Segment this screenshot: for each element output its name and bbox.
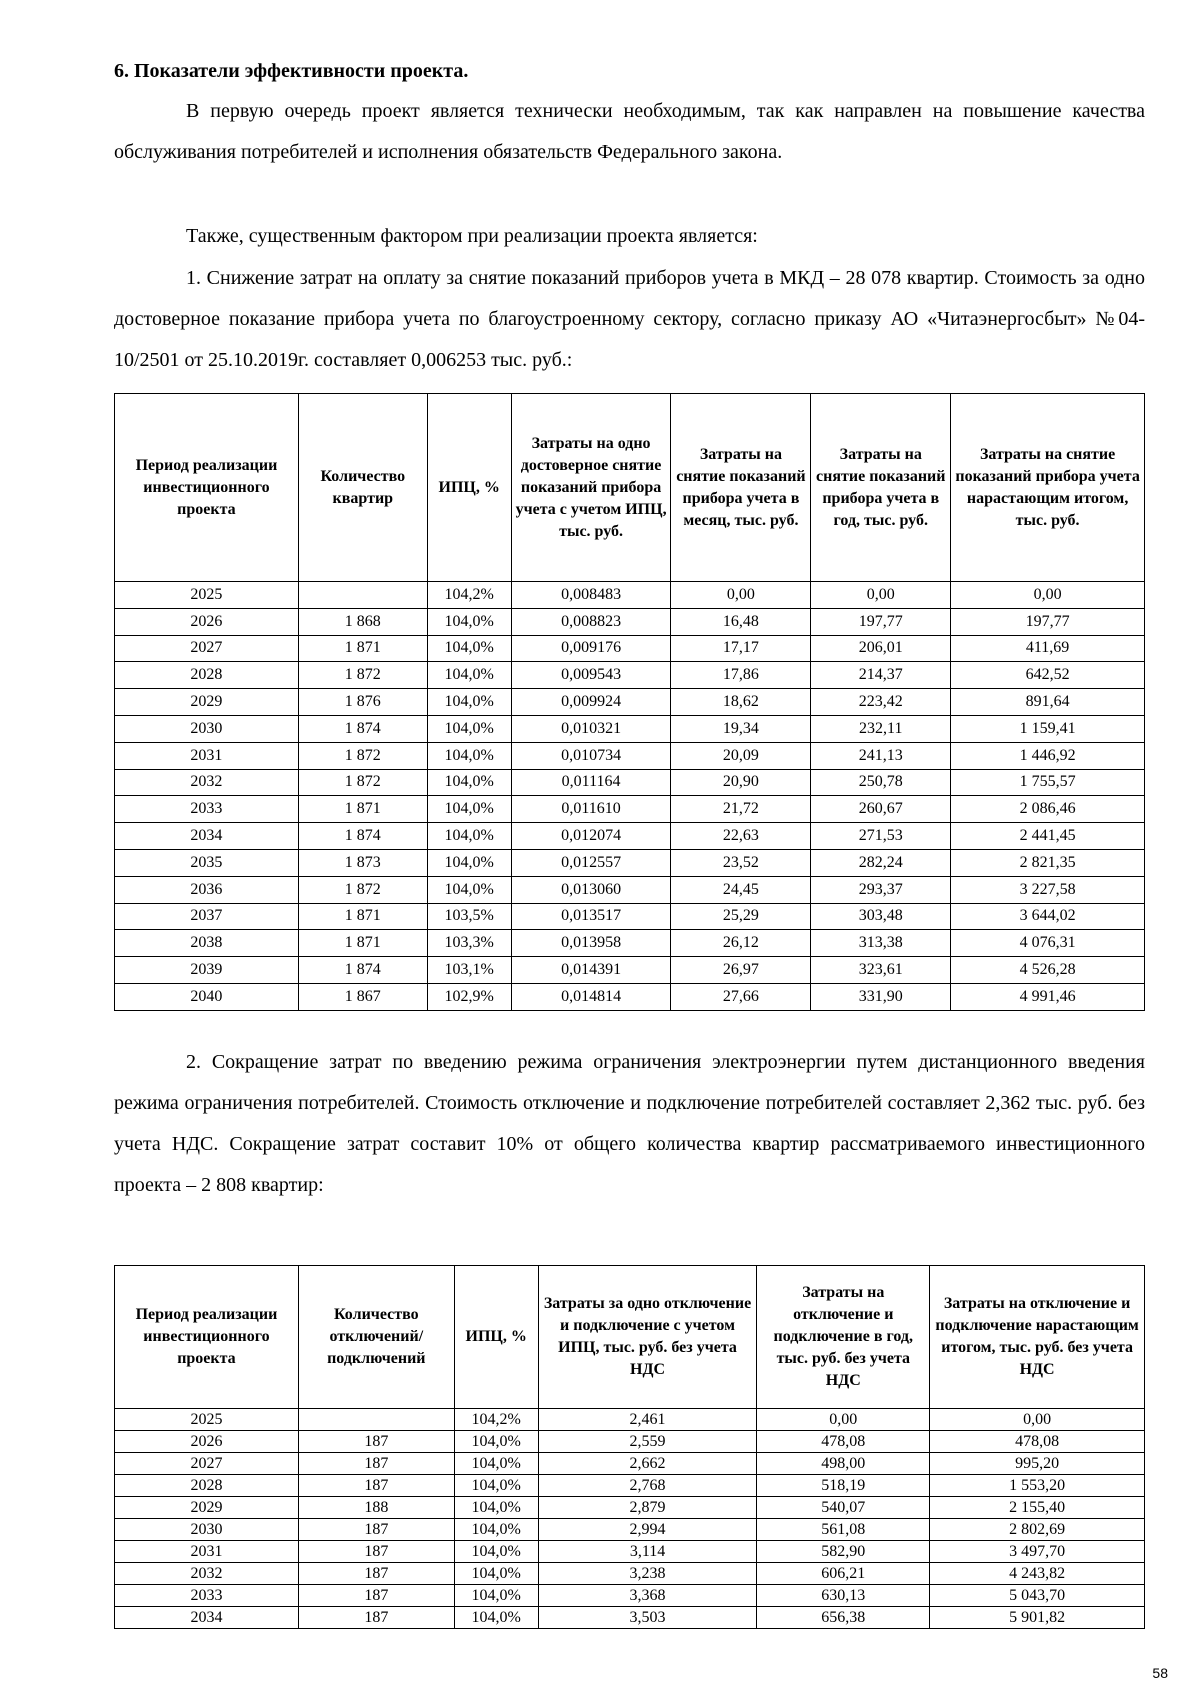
table-cell: 1 867 <box>298 983 427 1010</box>
table-row <box>115 957 1145 984</box>
table-cell: 1 874 <box>298 715 427 742</box>
column-header: Количество квартир <box>298 394 427 582</box>
table-cell: 2025 <box>115 582 299 609</box>
table-cell: 104,0% <box>427 742 511 769</box>
table-cell: 187 <box>298 1563 454 1585</box>
table-row <box>115 1409 1145 1431</box>
table-row <box>115 823 1145 850</box>
paragraph-item-2: 2. Сокращение затрат по введению режима ограничения электроэнергии путем дистанционного введения режима ограничения потребителей. Стоимость отключение и подключение потребителей составляет 2,362 тыс. руб. без учета НДС. Сокращение затрат составит 10% от общего количества квартир рассматриваемого инвестиционного проекта – 2 808 квартир: <box>114 1051 1145 1196</box>
table-cell: 24,45 <box>671 876 811 903</box>
table-cell: 22,63 <box>671 823 811 850</box>
table-cell: 2,662 <box>538 1453 757 1475</box>
table-cell: 0,014814 <box>511 983 671 1010</box>
table-cell: 0,00 <box>671 582 811 609</box>
table-cell: 104,2% <box>427 582 511 609</box>
table-row <box>115 742 1145 769</box>
table-cell: 260,67 <box>811 796 951 823</box>
table-cell: 104,0% <box>427 849 511 876</box>
table-cell: 2039 <box>115 957 299 984</box>
table-header-row <box>115 1266 1145 1409</box>
table-cell: 232,11 <box>811 715 951 742</box>
table-cell: 3 644,02 <box>951 903 1145 930</box>
table-row <box>115 1475 1145 1497</box>
meter-reading-costs-table <box>114 393 1145 1011</box>
table-cell: 250,78 <box>811 769 951 796</box>
table-cell: 2027 <box>115 1453 299 1475</box>
table-cell: 2,559 <box>538 1431 757 1453</box>
table-cell: 104,0% <box>454 1563 538 1585</box>
table-cell: 2026 <box>115 608 299 635</box>
table-cell: 2032 <box>115 769 299 796</box>
table-cell: 17,17 <box>671 635 811 662</box>
table-cell: 104,0% <box>454 1607 538 1629</box>
table-cell: 1 872 <box>298 769 427 796</box>
table-row <box>115 1519 1145 1541</box>
table-cell: 411,69 <box>951 635 1145 662</box>
table-cell: 2 155,40 <box>930 1497 1145 1519</box>
table-cell: 2027 <box>115 635 299 662</box>
table-cell: 2033 <box>115 796 299 823</box>
table-cell: 0,013958 <box>511 930 671 957</box>
table-cell: 104,0% <box>427 608 511 635</box>
table-cell: 104,0% <box>454 1431 538 1453</box>
table-cell: 331,90 <box>811 983 951 1010</box>
table-cell: 188 <box>298 1497 454 1519</box>
table-cell: 1 876 <box>298 689 427 716</box>
table-cell: 582,90 <box>757 1541 930 1563</box>
table-cell: 0,012074 <box>511 823 671 850</box>
table-cell: 3,368 <box>538 1585 757 1607</box>
table-cell: 642,52 <box>951 662 1145 689</box>
column-header: Затраты на отключение и подключение в год, тыс. руб. без учета НДС <box>757 1266 930 1409</box>
table-cell: 1 553,20 <box>930 1475 1145 1497</box>
table-row <box>115 983 1145 1010</box>
table-cell: 104,0% <box>454 1497 538 1519</box>
table-cell: 187 <box>298 1541 454 1563</box>
table-cell: 478,08 <box>930 1431 1145 1453</box>
table-cell: 518,19 <box>757 1475 930 1497</box>
column-header: Затраты на снятие показаний прибора учета в год, тыс. руб. <box>811 394 951 582</box>
table-cell: 303,48 <box>811 903 951 930</box>
table-cell: 2028 <box>115 1475 299 1497</box>
table-cell: 2029 <box>115 689 299 716</box>
page-number: 58 <box>1152 1665 1168 1681</box>
table-cell: 104,0% <box>427 662 511 689</box>
table-row <box>115 930 1145 957</box>
table-cell: 1 874 <box>298 957 427 984</box>
column-header: Затраты на отключение и подключение нарастающим итогом, тыс. руб. без учета НДС <box>930 1266 1145 1409</box>
table-cell: 2030 <box>115 715 299 742</box>
table-cell: 104,2% <box>454 1409 538 1431</box>
column-header: ИПЦ, % <box>427 394 511 582</box>
table-cell: 2040 <box>115 983 299 1010</box>
table-cell: 23,52 <box>671 849 811 876</box>
table-row <box>115 903 1145 930</box>
table-cell: 104,0% <box>454 1585 538 1607</box>
table-cell: 271,53 <box>811 823 951 850</box>
table-cell: 0,013060 <box>511 876 671 903</box>
table-cell: 5 043,70 <box>930 1585 1145 1607</box>
table-cell: 2,879 <box>538 1497 757 1519</box>
table-cell: 3 497,70 <box>930 1541 1145 1563</box>
table-cell: 2033 <box>115 1585 299 1607</box>
table-cell: 20,09 <box>671 742 811 769</box>
table-cell: 197,77 <box>951 608 1145 635</box>
table-cell: 214,37 <box>811 662 951 689</box>
table-cell: 4 991,46 <box>951 983 1145 1010</box>
table-cell: 102,9% <box>427 983 511 1010</box>
table-cell: 606,21 <box>757 1563 930 1585</box>
table-cell: 4 076,31 <box>951 930 1145 957</box>
table-cell: 282,24 <box>811 849 951 876</box>
column-header: Период реализации инвестиционного проекта <box>115 394 299 582</box>
table-cell: 2026 <box>115 1431 299 1453</box>
table-cell: 630,13 <box>757 1585 930 1607</box>
table-cell: 5 901,82 <box>930 1607 1145 1629</box>
table-cell: 104,0% <box>427 635 511 662</box>
table-cell: 313,38 <box>811 930 951 957</box>
table-cell: 0,011164 <box>511 769 671 796</box>
table-cell: 103,5% <box>427 903 511 930</box>
table-row <box>115 1563 1145 1585</box>
table-cell: 2030 <box>115 1519 299 1541</box>
table-cell: 1 755,57 <box>951 769 1145 796</box>
table-cell: 0,012557 <box>511 849 671 876</box>
table-cell: 1 874 <box>298 823 427 850</box>
table-cell: 104,0% <box>454 1519 538 1541</box>
table-header-row <box>115 394 1145 582</box>
table-cell: 25,29 <box>671 903 811 930</box>
table-row <box>115 608 1145 635</box>
table-cell: 1 871 <box>298 903 427 930</box>
table-cell: 104,0% <box>427 689 511 716</box>
section-heading: 6. Показатели эффективности проекта. <box>114 60 469 82</box>
table-cell: 0,00 <box>811 582 951 609</box>
table-cell: 2 802,69 <box>930 1519 1145 1541</box>
table-cell <box>298 1409 454 1431</box>
table-cell: 2029 <box>115 1497 299 1519</box>
table-row <box>115 1497 1145 1519</box>
disconnection-costs-table <box>114 1265 1145 1629</box>
table-cell: 104,0% <box>454 1453 538 1475</box>
table-cell: 104,0% <box>427 823 511 850</box>
table-cell: 104,0% <box>427 796 511 823</box>
table-cell: 2031 <box>115 742 299 769</box>
table-cell: 2032 <box>115 1563 299 1585</box>
table-cell: 4 243,82 <box>930 1563 1145 1585</box>
table-cell: 104,0% <box>427 769 511 796</box>
table-row <box>115 715 1145 742</box>
table-cell: 17,86 <box>671 662 811 689</box>
table-row <box>115 635 1145 662</box>
column-header: ИПЦ, % <box>454 1266 538 1409</box>
table-cell: 187 <box>298 1519 454 1541</box>
table-cell: 187 <box>298 1475 454 1497</box>
table-cell: 1 871 <box>298 930 427 957</box>
table-cell: 2031 <box>115 1541 299 1563</box>
table-cell: 1 872 <box>298 742 427 769</box>
table-cell: 223,42 <box>811 689 951 716</box>
table-cell: 26,12 <box>671 930 811 957</box>
paragraph-intro: В первую очередь проект является технически необходимым, так как направлен на повышение качества обслуживания потребителей и исполнения обязательств Федерального закона. <box>114 100 1145 163</box>
table-cell: 3 227,58 <box>951 876 1145 903</box>
table-cell: 2025 <box>115 1409 299 1431</box>
table-cell: 20,90 <box>671 769 811 796</box>
table-cell: 0,010734 <box>511 742 671 769</box>
table-cell: 561,08 <box>757 1519 930 1541</box>
table-cell: 2035 <box>115 849 299 876</box>
table-cell: 187 <box>298 1585 454 1607</box>
table-cell: 2038 <box>115 930 299 957</box>
table-cell: 2028 <box>115 662 299 689</box>
table-cell: 1 446,92 <box>951 742 1145 769</box>
table-row <box>115 796 1145 823</box>
table-cell: 2,994 <box>538 1519 757 1541</box>
table-cell: 16,48 <box>671 608 811 635</box>
table-row <box>115 662 1145 689</box>
table-row <box>115 1431 1145 1453</box>
table-cell: 2,768 <box>538 1475 757 1497</box>
table-cell: 2 086,46 <box>951 796 1145 823</box>
table-row <box>115 1541 1145 1563</box>
table-cell: 0,009924 <box>511 689 671 716</box>
table-row <box>115 876 1145 903</box>
table-cell: 1 868 <box>298 608 427 635</box>
column-header: Затраты на одно достоверное снятие показаний прибора учета с учетом ИПЦ, тыс. руб. <box>511 394 671 582</box>
table-cell: 0,00 <box>930 1409 1145 1431</box>
column-header: Затраты за одно отключение и подключение с учетом ИПЦ, тыс. руб. без учета НДС <box>538 1266 757 1409</box>
table-cell: 1 159,41 <box>951 715 1145 742</box>
table-cell: 19,34 <box>671 715 811 742</box>
table-cell: 206,01 <box>811 635 951 662</box>
table-cell: 4 526,28 <box>951 957 1145 984</box>
table-cell: 3,114 <box>538 1541 757 1563</box>
table-cell: 0,010321 <box>511 715 671 742</box>
table-cell: 0,011610 <box>511 796 671 823</box>
column-header: Период реализации инвестиционного проекта <box>115 1266 299 1409</box>
table-cell: 187 <box>298 1431 454 1453</box>
table-cell: 3,238 <box>538 1563 757 1585</box>
table-row <box>115 849 1145 876</box>
table-cell: 21,72 <box>671 796 811 823</box>
table-cell: 187 <box>298 1453 454 1475</box>
table-cell: 2034 <box>115 823 299 850</box>
table-cell: 1 871 <box>298 635 427 662</box>
table-cell <box>298 582 427 609</box>
column-header: Затраты на снятие показаний прибора учета в месяц, тыс. руб. <box>671 394 811 582</box>
table-cell: 104,0% <box>427 715 511 742</box>
table-cell: 1 871 <box>298 796 427 823</box>
table-cell: 0,014391 <box>511 957 671 984</box>
table-cell: 3,503 <box>538 1607 757 1629</box>
table-cell: 103,3% <box>427 930 511 957</box>
table-cell: 0,008823 <box>511 608 671 635</box>
table-cell: 18,62 <box>671 689 811 716</box>
table-cell: 2037 <box>115 903 299 930</box>
table-row <box>115 689 1145 716</box>
table-cell: 540,07 <box>757 1497 930 1519</box>
table-cell: 0,00 <box>951 582 1145 609</box>
table-row <box>115 1607 1145 1629</box>
table-cell: 103,1% <box>427 957 511 984</box>
table-cell: 478,08 <box>757 1431 930 1453</box>
table-cell: 197,77 <box>811 608 951 635</box>
column-header: Затраты на снятие показаний прибора учета нарастающим итогом, тыс. руб. <box>951 394 1145 582</box>
table-row <box>115 1585 1145 1607</box>
table-row <box>115 582 1145 609</box>
table-cell: 104,0% <box>454 1475 538 1497</box>
table-cell: 0,013517 <box>511 903 671 930</box>
table-cell: 104,0% <box>427 876 511 903</box>
table-row <box>115 1453 1145 1475</box>
table-cell: 2034 <box>115 1607 299 1629</box>
table-cell: 323,61 <box>811 957 951 984</box>
table-cell: 1 873 <box>298 849 427 876</box>
table-cell: 1 872 <box>298 876 427 903</box>
table-cell: 2 441,45 <box>951 823 1145 850</box>
paragraph-factor: Также, существенным фактором при реализации проекта является: <box>186 225 758 247</box>
table-cell: 293,37 <box>811 876 951 903</box>
table-cell: 498,00 <box>757 1453 930 1475</box>
table-cell: 2 821,35 <box>951 849 1145 876</box>
table-cell: 104,0% <box>454 1541 538 1563</box>
table-cell: 187 <box>298 1607 454 1629</box>
table-cell: 0,009176 <box>511 635 671 662</box>
table-cell: 1 872 <box>298 662 427 689</box>
table-cell: 26,97 <box>671 957 811 984</box>
table-cell: 0,009543 <box>511 662 671 689</box>
column-header: Количество отключений/подключений <box>298 1266 454 1409</box>
table-cell: 241,13 <box>811 742 951 769</box>
table-cell: 0,00 <box>757 1409 930 1431</box>
table-cell: 656,38 <box>757 1607 930 1629</box>
table-cell: 27,66 <box>671 983 811 1010</box>
table-cell: 0,008483 <box>511 582 671 609</box>
table-cell: 2,461 <box>538 1409 757 1431</box>
table-row <box>115 769 1145 796</box>
table-cell: 891,64 <box>951 689 1145 716</box>
table-cell: 2036 <box>115 876 299 903</box>
paragraph-item-1: 1. Снижение затрат на оплату за снятие показаний приборов учета в МКД – 28 078 квартир. Стоимость за одно достоверное показание прибора учета по благоустроенному сектору, согласно приказу АО «Читаэнергосбыт» №04-10/2501 от 25.10.2019г. составляет 0,006253 тыс. руб.: <box>114 267 1145 371</box>
table-cell: 995,20 <box>930 1453 1145 1475</box>
